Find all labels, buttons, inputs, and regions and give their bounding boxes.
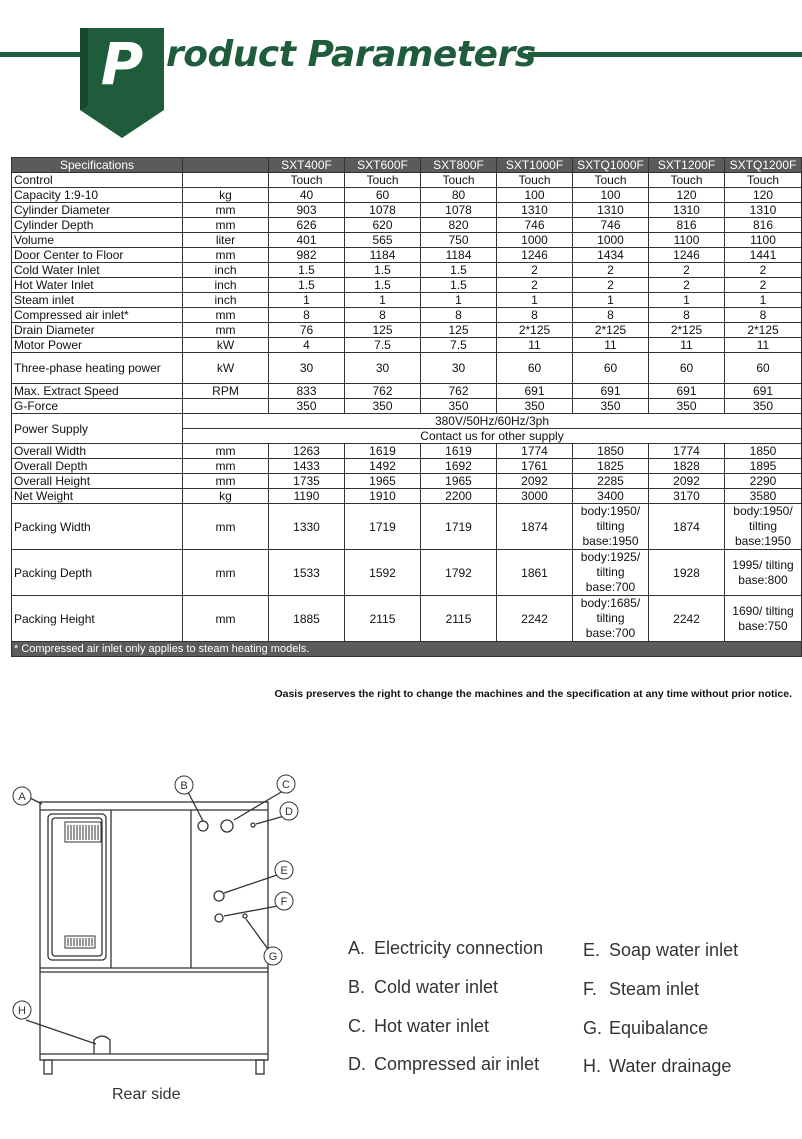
spec-unit: liter bbox=[183, 233, 269, 248]
column-header-model: SXTQ1200F bbox=[725, 158, 802, 173]
spec-value: 11 bbox=[573, 338, 649, 353]
spec-value: 1619 bbox=[345, 444, 421, 459]
spec-value: 816 bbox=[649, 218, 725, 233]
spec-value: 1619 bbox=[421, 444, 497, 459]
spec-value: 691 bbox=[573, 384, 649, 399]
spec-unit: inch bbox=[183, 293, 269, 308]
spec-value: 1965 bbox=[345, 474, 421, 489]
spec-unit: mm bbox=[183, 596, 269, 642]
spec-value: 1850 bbox=[725, 444, 802, 459]
spec-value: 350 bbox=[345, 399, 421, 414]
table-row bbox=[12, 263, 802, 278]
spec-unit bbox=[183, 173, 269, 188]
spec-value: Touch bbox=[649, 173, 725, 188]
table-row bbox=[12, 474, 802, 489]
title-badge-letter: P bbox=[100, 30, 144, 98]
spec-unit: mm bbox=[183, 474, 269, 489]
spec-name: Motor Power bbox=[12, 338, 183, 353]
spec-value: 1735 bbox=[269, 474, 345, 489]
marker-d: D bbox=[285, 806, 293, 818]
spec-value: 8 bbox=[573, 308, 649, 323]
spec-name: Compressed air inlet* bbox=[12, 308, 183, 323]
column-header-model: SXT400F bbox=[269, 158, 345, 173]
spec-unit: mm bbox=[183, 550, 269, 596]
spec-value: 11 bbox=[725, 338, 802, 353]
spec-value: 1.5 bbox=[345, 263, 421, 278]
spec-unit: mm bbox=[183, 218, 269, 233]
rear-side-diagram bbox=[8, 770, 308, 1115]
table-row bbox=[12, 188, 802, 203]
spec-unit: kW bbox=[183, 353, 269, 384]
table-row bbox=[12, 489, 802, 504]
spec-value: 60 bbox=[497, 353, 573, 384]
spec-value: 350 bbox=[497, 399, 573, 414]
spec-value: 2 bbox=[573, 263, 649, 278]
spec-value: 2 bbox=[497, 263, 573, 278]
machine-body bbox=[40, 802, 268, 1060]
legend-letter: H. bbox=[583, 1056, 601, 1076]
spec-value: 2 bbox=[649, 263, 725, 278]
spec-value: 2242 bbox=[497, 596, 573, 642]
spec-name: Hot Water Inlet bbox=[12, 278, 183, 293]
spec-name: Packing Height bbox=[12, 596, 183, 642]
legend-text: Compressed air inlet bbox=[374, 1054, 540, 1074]
table-row bbox=[12, 218, 802, 233]
spec-value: 620 bbox=[345, 218, 421, 233]
spec-value: 2 bbox=[573, 278, 649, 293]
spec-value: 982 bbox=[269, 248, 345, 263]
spec-name: Max. Extract Speed bbox=[12, 384, 183, 399]
spec-value: 1885 bbox=[269, 596, 345, 642]
legend-text: Electricity connection bbox=[374, 938, 544, 958]
spec-value: 1000 bbox=[573, 233, 649, 248]
spec-value: 3580 bbox=[725, 489, 802, 504]
spec-value: 1692 bbox=[421, 459, 497, 474]
table-footnote-row bbox=[12, 642, 802, 657]
spec-value: 100 bbox=[573, 188, 649, 203]
spec-value: Touch bbox=[725, 173, 802, 188]
spec-value: 2115 bbox=[345, 596, 421, 642]
spec-name: Net Weight bbox=[12, 489, 183, 504]
legend-item bbox=[348, 1016, 489, 1037]
spec-value: 1100 bbox=[725, 233, 802, 248]
spec-value: 401 bbox=[269, 233, 345, 248]
page-title: roduct Parameters bbox=[166, 34, 536, 75]
spec-value: 1774 bbox=[649, 444, 725, 459]
spec-value: 80 bbox=[421, 188, 497, 203]
marker-a: A bbox=[18, 791, 26, 803]
legend-letter: F. bbox=[583, 979, 598, 999]
marker-c: C bbox=[282, 779, 290, 791]
column-header-specifications: Specifications bbox=[12, 158, 183, 173]
spec-value: 565 bbox=[345, 233, 421, 248]
column-header-model: SXT1200F bbox=[649, 158, 725, 173]
spec-value: 1874 bbox=[649, 504, 725, 550]
spec-value: 626 bbox=[269, 218, 345, 233]
spec-value: 8 bbox=[345, 308, 421, 323]
spec-value: 1184 bbox=[421, 248, 497, 263]
table-row bbox=[12, 293, 802, 308]
spec-value: 60 bbox=[573, 353, 649, 384]
spec-value: 1761 bbox=[497, 459, 573, 474]
legend-item bbox=[348, 938, 543, 959]
equibalance-port bbox=[243, 914, 247, 918]
spec-value: 350 bbox=[421, 399, 497, 414]
spec-value: 1246 bbox=[649, 248, 725, 263]
spec-value: 1441 bbox=[725, 248, 802, 263]
marker-f: F bbox=[280, 896, 288, 908]
spec-value: 2 bbox=[649, 278, 725, 293]
spec-name: Overall Height bbox=[12, 474, 183, 489]
spec-value: 60 bbox=[345, 188, 421, 203]
spec-value: Touch bbox=[269, 173, 345, 188]
spec-name: Three-phase heating power bbox=[12, 353, 183, 384]
spec-value: 125 bbox=[345, 323, 421, 338]
table-row bbox=[12, 248, 802, 263]
spec-value: 2 bbox=[497, 278, 573, 293]
spec-value: 1.5 bbox=[269, 278, 345, 293]
spec-unit: RPM bbox=[183, 384, 269, 399]
spec-value: 691 bbox=[725, 384, 802, 399]
spec-value: 1910 bbox=[345, 489, 421, 504]
spec-value: 2*125 bbox=[725, 323, 802, 338]
spec-value: 120 bbox=[649, 188, 725, 203]
spec-value: 1 bbox=[269, 293, 345, 308]
legend-letter: C. bbox=[348, 1016, 366, 1036]
spec-value: 1.5 bbox=[345, 278, 421, 293]
spec-value: 1492 bbox=[345, 459, 421, 474]
spec-value: 1.5 bbox=[421, 278, 497, 293]
spec-value: 2285 bbox=[573, 474, 649, 489]
spec-name: Overall Width bbox=[12, 444, 183, 459]
marker-h: H bbox=[18, 1005, 26, 1017]
legend-item bbox=[348, 1054, 539, 1075]
soap-port bbox=[214, 891, 224, 901]
spec-name: Door Center to Floor bbox=[12, 248, 183, 263]
spec-unit: mm bbox=[183, 459, 269, 474]
cold-water-port bbox=[198, 821, 208, 831]
hot-water-port bbox=[221, 820, 233, 832]
spec-name: G-Force bbox=[12, 399, 183, 414]
spec-value: 1078 bbox=[345, 203, 421, 218]
table-row bbox=[12, 233, 802, 248]
spec-value: 1 bbox=[725, 293, 802, 308]
air-port bbox=[251, 823, 255, 827]
spec-unit: mm bbox=[183, 308, 269, 323]
table-row bbox=[12, 308, 802, 323]
spec-value: 1 bbox=[345, 293, 421, 308]
table-row bbox=[12, 504, 802, 550]
spec-unit: mm bbox=[183, 203, 269, 218]
spec-value: 746 bbox=[497, 218, 573, 233]
spec-value: 8 bbox=[497, 308, 573, 323]
spec-value: 750 bbox=[421, 233, 497, 248]
legend-item bbox=[583, 979, 699, 1000]
spec-value: body:1925/ tilting base:700 bbox=[573, 550, 649, 596]
table-row bbox=[12, 173, 802, 188]
spec-value: 1190 bbox=[269, 489, 345, 504]
legend-text: Steam inlet bbox=[609, 979, 700, 999]
spec-value: 1690/ tilting base:750 bbox=[725, 596, 802, 642]
spec-name: Overall Depth bbox=[12, 459, 183, 474]
spec-unit: inch bbox=[183, 263, 269, 278]
spec-unit: mm bbox=[183, 248, 269, 263]
spec-value: Touch bbox=[421, 173, 497, 188]
spec-value: 1850 bbox=[573, 444, 649, 459]
spec-value: 2200 bbox=[421, 489, 497, 504]
spec-name: Steam inlet bbox=[12, 293, 183, 308]
spec-name: Drain Diameter bbox=[12, 323, 183, 338]
spec-value: 1 bbox=[421, 293, 497, 308]
spec-value: 4 bbox=[269, 338, 345, 353]
spec-unit: mm bbox=[183, 323, 269, 338]
spec-value: 1592 bbox=[345, 550, 421, 596]
spec-unit: mm bbox=[183, 504, 269, 550]
marker-g: G bbox=[268, 951, 278, 963]
spec-value: 1310 bbox=[725, 203, 802, 218]
table-row bbox=[12, 459, 802, 474]
spec-value: 820 bbox=[421, 218, 497, 233]
spec-value: 2290 bbox=[725, 474, 802, 489]
spec-name: Volume bbox=[12, 233, 183, 248]
spec-value: 1310 bbox=[573, 203, 649, 218]
spec-value: 762 bbox=[421, 384, 497, 399]
spec-value: 1792 bbox=[421, 550, 497, 596]
legend-text: Water drainage bbox=[609, 1056, 732, 1076]
marker-b: B bbox=[180, 780, 188, 792]
table-row bbox=[12, 203, 802, 218]
rear-side-caption: Rear side bbox=[112, 1086, 181, 1103]
spec-value: 1000 bbox=[497, 233, 573, 248]
spec-value: 746 bbox=[573, 218, 649, 233]
column-header-model: SXT600F bbox=[345, 158, 421, 173]
spec-value: 1995/ tilting base:800 bbox=[725, 550, 802, 596]
legend-text: Soap water inlet bbox=[609, 940, 739, 960]
spec-value: 8 bbox=[421, 308, 497, 323]
spec-value: 1 bbox=[497, 293, 573, 308]
spec-value: 1246 bbox=[497, 248, 573, 263]
table-row bbox=[12, 384, 802, 399]
spec-value: 125 bbox=[421, 323, 497, 338]
marker-e: E bbox=[280, 865, 288, 877]
spec-value: 30 bbox=[269, 353, 345, 384]
legend-text: Equibalance bbox=[609, 1018, 709, 1038]
table-row bbox=[12, 399, 802, 414]
legend-letter: A. bbox=[348, 938, 366, 958]
table-row bbox=[12, 414, 802, 429]
legend-letter: G. bbox=[583, 1018, 603, 1038]
spec-value: 1263 bbox=[269, 444, 345, 459]
spec-value: 11 bbox=[497, 338, 573, 353]
spec-value: 350 bbox=[725, 399, 802, 414]
table-row bbox=[12, 550, 802, 596]
legend-item bbox=[583, 1018, 708, 1039]
spec-value: 691 bbox=[497, 384, 573, 399]
spec-value: 30 bbox=[345, 353, 421, 384]
spec-unit: kg bbox=[183, 188, 269, 203]
table-row bbox=[12, 338, 802, 353]
spec-value: 1184 bbox=[345, 248, 421, 263]
spec-value: 2115 bbox=[421, 596, 497, 642]
spec-value: 1078 bbox=[421, 203, 497, 218]
spec-value: 903 bbox=[269, 203, 345, 218]
spec-value: 7.5 bbox=[345, 338, 421, 353]
table-footnote: * Compressed air inlet only applies to steam heating models. bbox=[12, 642, 802, 657]
spec-unit: mm bbox=[183, 444, 269, 459]
disclaimer-notice: Oasis preserves the right to change the machines and the specification at any time without prior notice. bbox=[274, 688, 792, 700]
spec-value: 3400 bbox=[573, 489, 649, 504]
spec-value: 833 bbox=[269, 384, 345, 399]
spec-value: 1434 bbox=[573, 248, 649, 263]
spec-value: 816 bbox=[725, 218, 802, 233]
spec-value: 2*125 bbox=[573, 323, 649, 338]
legend-letter: D. bbox=[348, 1054, 366, 1074]
legend-letter: B. bbox=[348, 977, 366, 997]
spec-value: Touch bbox=[345, 173, 421, 188]
spec-name: Packing Depth bbox=[12, 550, 183, 596]
spec-value: 11 bbox=[649, 338, 725, 353]
spec-value: 2 bbox=[725, 278, 802, 293]
spec-value: 1310 bbox=[649, 203, 725, 218]
power-supply-value: 380V/50Hz/60Hz/3ph bbox=[183, 414, 802, 429]
spec-value: 8 bbox=[269, 308, 345, 323]
spec-name: Capacity 1:9-10 bbox=[12, 188, 183, 203]
spec-value: Touch bbox=[497, 173, 573, 188]
spec-value: 60 bbox=[649, 353, 725, 384]
spec-value: 1533 bbox=[269, 550, 345, 596]
spec-name: Cylinder Depth bbox=[12, 218, 183, 233]
spec-value: 1774 bbox=[497, 444, 573, 459]
spec-value: 1310 bbox=[497, 203, 573, 218]
spec-value: 350 bbox=[573, 399, 649, 414]
spec-value: 1928 bbox=[649, 550, 725, 596]
spec-value: body:1685/ tilting base:700 bbox=[573, 596, 649, 642]
spec-value: Touch bbox=[573, 173, 649, 188]
spec-value: 762 bbox=[345, 384, 421, 399]
spec-name: Control bbox=[12, 173, 183, 188]
spec-value: 1.5 bbox=[269, 263, 345, 278]
header-line-right bbox=[528, 52, 802, 57]
column-header-model: SXT1000F bbox=[497, 158, 573, 173]
spec-value: 2242 bbox=[649, 596, 725, 642]
spec-value: 40 bbox=[269, 188, 345, 203]
spec-value: 1965 bbox=[421, 474, 497, 489]
spec-value: 76 bbox=[269, 323, 345, 338]
spec-value: 100 bbox=[497, 188, 573, 203]
spec-unit: inch bbox=[183, 278, 269, 293]
legend-item bbox=[583, 1056, 731, 1077]
spec-value: 7.5 bbox=[421, 338, 497, 353]
spec-unit: kW bbox=[183, 338, 269, 353]
spec-unit bbox=[183, 399, 269, 414]
legend-text: Hot water inlet bbox=[374, 1016, 490, 1036]
spec-value: 1100 bbox=[649, 233, 725, 248]
spec-value: 1719 bbox=[421, 504, 497, 550]
spec-unit: kg bbox=[183, 489, 269, 504]
spec-value: 3170 bbox=[649, 489, 725, 504]
spec-value: body:1950/ tilting base:1950 bbox=[725, 504, 802, 550]
spec-value: 8 bbox=[725, 308, 802, 323]
spec-value: 350 bbox=[649, 399, 725, 414]
spec-value: 1828 bbox=[649, 459, 725, 474]
spec-value: 1 bbox=[649, 293, 725, 308]
spec-name: Cold Water Inlet bbox=[12, 263, 183, 278]
spec-value: 2*125 bbox=[649, 323, 725, 338]
legend-item bbox=[348, 977, 498, 998]
table-row bbox=[12, 353, 802, 384]
column-header-unit bbox=[183, 158, 269, 173]
table-row bbox=[12, 444, 802, 459]
spec-value: 350 bbox=[269, 399, 345, 414]
spec-value: 1433 bbox=[269, 459, 345, 474]
spec-value: 2 bbox=[725, 263, 802, 278]
drain-pipe bbox=[94, 1036, 110, 1054]
spec-value: 2092 bbox=[497, 474, 573, 489]
table-row bbox=[12, 323, 802, 338]
spec-value: body:1950/ tilting base:1950 bbox=[573, 504, 649, 550]
spec-value: 1825 bbox=[573, 459, 649, 474]
spec-value: 60 bbox=[725, 353, 802, 384]
spec-value: 30 bbox=[421, 353, 497, 384]
spec-value: 1330 bbox=[269, 504, 345, 550]
spec-name: Packing Width bbox=[12, 504, 183, 550]
spec-name: Power Supply bbox=[12, 414, 183, 444]
spec-value: 1895 bbox=[725, 459, 802, 474]
spec-value: 3000 bbox=[497, 489, 573, 504]
spec-value: 120 bbox=[725, 188, 802, 203]
column-header-model: SXTQ1000F bbox=[573, 158, 649, 173]
table-row bbox=[12, 278, 802, 293]
spec-value: 1719 bbox=[345, 504, 421, 550]
spec-value: 8 bbox=[649, 308, 725, 323]
steam-port bbox=[215, 914, 223, 922]
column-header-model: SXT800F bbox=[421, 158, 497, 173]
spec-value: 1874 bbox=[497, 504, 573, 550]
spec-value: 1861 bbox=[497, 550, 573, 596]
spec-name: Cylinder Diameter bbox=[12, 203, 183, 218]
legend-item bbox=[583, 940, 738, 961]
table-row bbox=[12, 596, 802, 642]
spec-value: 1 bbox=[573, 293, 649, 308]
spec-value: 2*125 bbox=[497, 323, 573, 338]
spec-table bbox=[11, 157, 802, 657]
power-supply-note: Contact us for other supply bbox=[183, 429, 802, 444]
spec-value: 691 bbox=[649, 384, 725, 399]
header-line-left bbox=[0, 52, 80, 57]
spec-value: 2092 bbox=[649, 474, 725, 489]
spec-value: 1.5 bbox=[421, 263, 497, 278]
legend-letter: E. bbox=[583, 940, 601, 960]
legend-text: Cold water inlet bbox=[374, 977, 499, 997]
